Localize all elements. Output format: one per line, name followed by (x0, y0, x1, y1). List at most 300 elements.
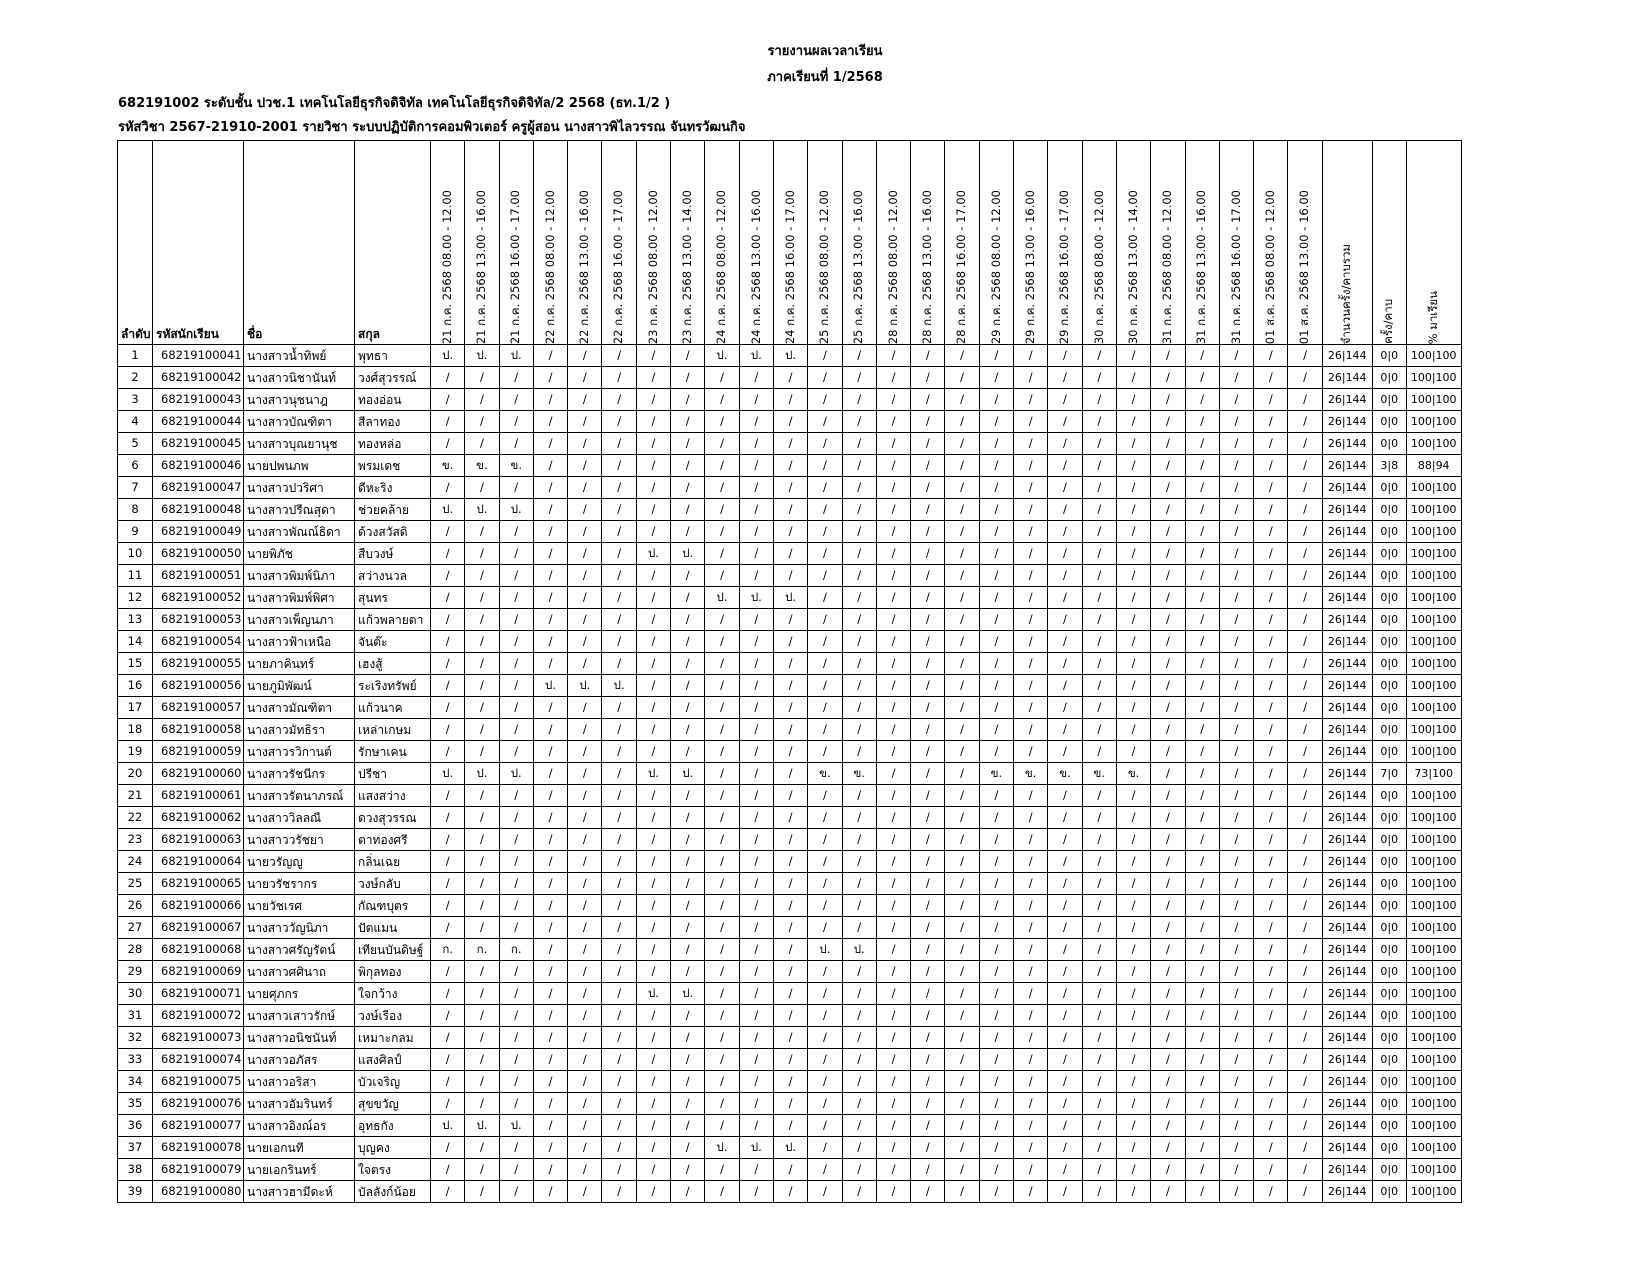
attendance-mark: / (1116, 1027, 1150, 1049)
attendance-mark: / (945, 851, 979, 873)
attendance-mark: / (1116, 873, 1150, 895)
attendance-mark: / (705, 411, 739, 433)
total-sessions: 26|144 (1322, 1137, 1372, 1159)
student-last-name: บัลลังก์น้อย (355, 1181, 431, 1203)
header-session-23 (1185, 141, 1219, 345)
attendance-mark: / (1116, 521, 1150, 543)
attendance-mark: / (739, 367, 773, 389)
student-id: 68219100050 (153, 543, 244, 565)
attendance-mark: ป. (705, 587, 739, 609)
attendance-mark: / (1219, 829, 1253, 851)
attendance-mark: / (636, 433, 670, 455)
header-session-22 (1151, 141, 1185, 345)
student-last-name: กัณฑบุตร (355, 895, 431, 917)
attendance-mark: / (1185, 1115, 1219, 1137)
report-term: ภาคเรียนที่ 1/2568 (767, 70, 883, 85)
attendance-mark: / (739, 741, 773, 763)
attendance-mark: / (1082, 983, 1116, 1005)
attendance-mark: / (876, 1115, 910, 1137)
attendance-mark: / (773, 609, 807, 631)
header-session-24-label: 31 ก.ค. 2568 16.00 - 17.00 (1228, 189, 1243, 344)
attendance-mark: / (1151, 1093, 1185, 1115)
attendance-mark: / (1219, 1137, 1253, 1159)
header-session-14-label: 28 ก.ค. 2568 08.00 - 12.00 (885, 189, 900, 344)
attendance-mark: / (671, 851, 705, 873)
attendance-mark: ข. (808, 763, 842, 785)
attendance-mark: / (533, 1071, 567, 1093)
attendance-mark: / (499, 389, 533, 411)
attendance-mark: / (1185, 829, 1219, 851)
header-session-26 (1288, 141, 1322, 345)
attendance-mark: / (602, 829, 636, 851)
attendance-mark: / (1288, 1005, 1322, 1027)
attendance-mark: / (636, 1115, 670, 1137)
attendance-mark: / (1185, 697, 1219, 719)
attendance-mark: / (979, 1093, 1013, 1115)
attendance-mark: / (568, 1159, 602, 1181)
attendance-mark: / (808, 521, 842, 543)
total-sessions: 26|144 (1322, 829, 1372, 851)
student-id: 68219100044 (153, 411, 244, 433)
attendance-mark: / (842, 345, 876, 367)
attendance-mark: / (671, 1137, 705, 1159)
student-first-name: นางสาวฮามีดะห์ (244, 1181, 355, 1203)
attendance-mark: / (1254, 741, 1288, 763)
attendance-mark: / (465, 1049, 499, 1071)
attendance-mark: / (1014, 587, 1048, 609)
attendance-mark: / (911, 345, 945, 367)
attendance-mark: / (499, 961, 533, 983)
absent-count: 0|0 (1372, 1159, 1406, 1181)
attendance-mark: / (979, 741, 1013, 763)
row-number: 23 (118, 829, 153, 851)
attendance-mark: / (671, 807, 705, 829)
attendance-mark: / (705, 1005, 739, 1027)
attendance-mark: / (1219, 411, 1253, 433)
attendance-mark: / (568, 367, 602, 389)
attendance-mark: / (602, 565, 636, 587)
attendance-mark: / (568, 763, 602, 785)
attendance-mark: / (1048, 1071, 1082, 1093)
attendance-mark: / (1014, 367, 1048, 389)
attendance-mark: / (1185, 895, 1219, 917)
attendance-mark: / (1185, 455, 1219, 477)
attendance-mark: / (1014, 961, 1048, 983)
header-session-24 (1219, 141, 1253, 345)
attendance-mark: / (705, 499, 739, 521)
header-session-22-label: 31 ก.ค. 2568 08.00 - 12.00 (1160, 189, 1175, 344)
total-sessions: 26|144 (1322, 675, 1372, 697)
attendance-mark: / (876, 675, 910, 697)
student-last-name: วงศ์สุวรรณ์ (355, 367, 431, 389)
attendance-mark: / (1116, 741, 1150, 763)
student-id: 68219100067 (153, 917, 244, 939)
attendance-mark: / (1288, 455, 1322, 477)
attendance-mark: / (1116, 1093, 1150, 1115)
attendance-mark: / (739, 543, 773, 565)
attendance-mark: / (602, 367, 636, 389)
attendance-mark: / (1185, 763, 1219, 785)
attendance-mark: / (945, 653, 979, 675)
attendance-mark: ป. (499, 763, 533, 785)
attendance-mark: / (1116, 433, 1150, 455)
attendance-mark: / (1288, 1159, 1322, 1181)
attendance-mark: / (1048, 543, 1082, 565)
attendance-mark: ป. (671, 983, 705, 1005)
attendance-mark: / (773, 917, 807, 939)
attendance-mark: / (1288, 851, 1322, 873)
attendance-mark: / (808, 1093, 842, 1115)
attendance-mark: / (602, 1005, 636, 1027)
absent-count: 0|0 (1372, 653, 1406, 675)
attendance-mark: / (842, 1005, 876, 1027)
attendance-mark: / (979, 1027, 1013, 1049)
attendance-mark: / (1082, 1093, 1116, 1115)
attendance-mark: / (499, 1005, 533, 1027)
attendance-mark: / (1254, 785, 1288, 807)
attendance-mark: / (602, 763, 636, 785)
attendance-mark: / (911, 587, 945, 609)
attendance-mark: ป. (636, 983, 670, 1005)
student-first-name: นายศุภกร (244, 983, 355, 1005)
attendance-mark: / (842, 433, 876, 455)
attendance-mark: / (1116, 807, 1150, 829)
attendance-mark: / (876, 433, 910, 455)
attendance-mark: / (499, 565, 533, 587)
attendance-mark: / (1151, 631, 1185, 653)
attendance-mark: / (671, 1181, 705, 1203)
attendance-mark: / (1219, 719, 1253, 741)
table-row (118, 477, 1462, 499)
attendance-mark: / (773, 411, 807, 433)
attendance-mark: / (773, 389, 807, 411)
attendance-mark: / (1219, 455, 1253, 477)
attendance-mark: / (911, 763, 945, 785)
attendance-mark: / (1288, 961, 1322, 983)
attendance-mark: / (636, 521, 670, 543)
attendance-mark: / (773, 675, 807, 697)
attendance-mark: / (1254, 807, 1288, 829)
attendance-mark: / (911, 1181, 945, 1203)
attendance-mark: / (705, 1115, 739, 1137)
total-sessions: 26|144 (1322, 543, 1372, 565)
table-row (118, 565, 1462, 587)
attendance-percent: 100|100 (1406, 587, 1461, 609)
row-number: 11 (118, 565, 153, 587)
row-number: 30 (118, 983, 153, 1005)
attendance-mark: / (568, 939, 602, 961)
attendance-mark: / (1014, 1005, 1048, 1027)
attendance-percent: 100|100 (1406, 851, 1461, 873)
student-id: 68219100073 (153, 1027, 244, 1049)
header-session-3 (499, 141, 533, 345)
attendance-mark: / (1219, 961, 1253, 983)
total-sessions: 26|144 (1322, 587, 1372, 609)
student-first-name: นางสาวนุชนาฎ (244, 389, 355, 411)
attendance-mark: / (568, 477, 602, 499)
total-sessions: 26|144 (1322, 433, 1372, 455)
attendance-mark: / (1082, 345, 1116, 367)
attendance-percent: 100|100 (1406, 983, 1461, 1005)
attendance-mark: / (671, 917, 705, 939)
header-session-2-label: 21 ก.ค. 2568 13.00 - 16.00 (474, 189, 489, 344)
attendance-mark: / (842, 697, 876, 719)
header-session-3-label: 21 ก.ค. 2568 16.00 - 17.00 (508, 189, 523, 344)
attendance-mark: / (773, 521, 807, 543)
student-id: 68219100058 (153, 719, 244, 741)
attendance-mark: / (533, 829, 567, 851)
attendance-mark: / (842, 1137, 876, 1159)
attendance-mark: / (1014, 1181, 1048, 1203)
attendance-percent: 100|100 (1406, 807, 1461, 829)
attendance-mark: / (465, 367, 499, 389)
absent-count: 0|0 (1372, 785, 1406, 807)
attendance-mark: / (636, 587, 670, 609)
attendance-mark: / (1014, 851, 1048, 873)
attendance-mark: / (1219, 367, 1253, 389)
attendance-mark: / (1288, 763, 1322, 785)
attendance-mark: / (671, 653, 705, 675)
attendance-mark: / (705, 1071, 739, 1093)
attendance-mark: / (1048, 961, 1082, 983)
student-id: 68219100060 (153, 763, 244, 785)
student-id: 68219100045 (153, 433, 244, 455)
attendance-mark: / (636, 1137, 670, 1159)
attendance-mark: / (1048, 675, 1082, 697)
student-id: 68219100074 (153, 1049, 244, 1071)
attendance-mark: / (1254, 631, 1288, 653)
attendance-mark: / (739, 895, 773, 917)
attendance-mark: / (1219, 917, 1253, 939)
attendance-mark: ป. (431, 345, 465, 367)
table-row (118, 785, 1462, 807)
attendance-mark: / (1288, 1071, 1322, 1093)
attendance-mark: / (602, 389, 636, 411)
table-row (118, 521, 1462, 543)
total-sessions: 26|144 (1322, 455, 1372, 477)
attendance-mark: / (773, 477, 807, 499)
attendance-mark: / (705, 807, 739, 829)
attendance-mark: / (671, 1005, 705, 1027)
attendance-mark: / (602, 851, 636, 873)
attendance-mark: / (876, 1181, 910, 1203)
total-sessions: 26|144 (1322, 389, 1372, 411)
attendance-mark: / (1116, 653, 1150, 675)
attendance-mark: / (739, 1071, 773, 1093)
attendance-mark: / (533, 565, 567, 587)
attendance-mark: / (705, 1027, 739, 1049)
attendance-mark: / (911, 939, 945, 961)
attendance-mark: / (876, 477, 910, 499)
attendance-mark: / (1185, 345, 1219, 367)
absent-count: 0|0 (1372, 697, 1406, 719)
attendance-mark: / (842, 1071, 876, 1093)
attendance-mark: ป. (499, 1115, 533, 1137)
attendance-mark: / (602, 983, 636, 1005)
attendance-mark: / (465, 851, 499, 873)
attendance-mark: / (533, 543, 567, 565)
attendance-mark: / (842, 807, 876, 829)
attendance-mark: / (1185, 851, 1219, 873)
absent-count: 0|0 (1372, 917, 1406, 939)
student-id: 68219100055 (153, 653, 244, 675)
attendance-mark: / (1048, 499, 1082, 521)
row-number: 31 (118, 1005, 153, 1027)
attendance-mark: / (1048, 1137, 1082, 1159)
table-row (118, 961, 1462, 983)
attendance-mark: / (431, 719, 465, 741)
attendance-mark: / (808, 565, 842, 587)
attendance-mark: / (773, 895, 807, 917)
attendance-mark: / (1048, 873, 1082, 895)
attendance-percent: 100|100 (1406, 785, 1461, 807)
attendance-mark: / (1288, 895, 1322, 917)
attendance-mark: / (602, 521, 636, 543)
absent-count: 0|0 (1372, 1005, 1406, 1027)
attendance-mark: / (1151, 367, 1185, 389)
attendance-mark: ป. (739, 345, 773, 367)
attendance-mark: / (705, 367, 739, 389)
attendance-mark: / (1288, 565, 1322, 587)
row-number: 9 (118, 521, 153, 543)
attendance-mark: / (1219, 587, 1253, 609)
attendance-mark: / (739, 917, 773, 939)
attendance-mark: / (602, 499, 636, 521)
attendance-mark: / (1048, 895, 1082, 917)
attendance-mark: / (979, 697, 1013, 719)
student-first-name: นางสาวพัณณ์ธิดา (244, 521, 355, 543)
attendance-mark: / (1288, 609, 1322, 631)
attendance-mark: / (808, 367, 842, 389)
attendance-percent: 100|100 (1406, 1071, 1461, 1093)
header-first-name: ชื่อ (244, 141, 355, 345)
attendance-mark: / (568, 829, 602, 851)
attendance-mark: / (1151, 851, 1185, 873)
attendance-mark: / (1116, 785, 1150, 807)
attendance-mark: / (979, 1137, 1013, 1159)
attendance-mark: / (842, 719, 876, 741)
total-sessions: 26|144 (1322, 499, 1372, 521)
attendance-mark: / (876, 499, 910, 521)
attendance-mark: / (1254, 895, 1288, 917)
attendance-mark: / (568, 1005, 602, 1027)
header-absent-label: ครั้ง/คาบ (1381, 299, 1396, 344)
attendance-mark: / (739, 433, 773, 455)
attendance-mark: / (1048, 939, 1082, 961)
attendance-mark: / (1082, 1137, 1116, 1159)
attendance-mark: / (911, 785, 945, 807)
attendance-mark: / (1082, 895, 1116, 917)
attendance-mark: / (773, 543, 807, 565)
absent-count: 0|0 (1372, 1049, 1406, 1071)
attendance-mark: / (773, 455, 807, 477)
attendance-mark: / (911, 653, 945, 675)
attendance-mark: / (499, 741, 533, 763)
attendance-mark: / (1151, 455, 1185, 477)
attendance-mark: / (465, 741, 499, 763)
attendance-mark: / (431, 367, 465, 389)
attendance-mark: / (1151, 917, 1185, 939)
row-number: 24 (118, 851, 153, 873)
attendance-mark: / (533, 433, 567, 455)
absent-count: 0|0 (1372, 895, 1406, 917)
student-last-name: ใจตรง (355, 1159, 431, 1181)
attendance-mark: / (1219, 543, 1253, 565)
attendance-mark: / (499, 807, 533, 829)
student-id: 68219100053 (153, 609, 244, 631)
attendance-mark: / (431, 895, 465, 917)
row-number: 14 (118, 631, 153, 653)
attendance-mark: / (671, 961, 705, 983)
student-last-name: พุทธา (355, 345, 431, 367)
attendance-mark: ป. (499, 499, 533, 521)
attendance-mark: / (602, 1115, 636, 1137)
attendance-mark: / (876, 697, 910, 719)
attendance-mark: / (1151, 477, 1185, 499)
attendance-mark: / (1288, 873, 1322, 895)
attendance-mark: / (602, 1049, 636, 1071)
attendance-mark: / (533, 939, 567, 961)
total-sessions: 26|144 (1322, 1071, 1372, 1093)
attendance-mark: / (671, 895, 705, 917)
row-number: 8 (118, 499, 153, 521)
attendance-mark: ป. (842, 939, 876, 961)
header-session-4 (533, 141, 567, 345)
attendance-mark: / (705, 1049, 739, 1071)
attendance-mark: / (1288, 631, 1322, 653)
header-session-12-label: 25 ก.ค. 2568 08.00 - 12.00 (817, 189, 832, 344)
attendance-mark: / (876, 1005, 910, 1027)
attendance-mark: / (431, 1005, 465, 1027)
absent-count: 0|0 (1372, 719, 1406, 741)
attendance-mark: / (739, 1005, 773, 1027)
attendance-mark: / (568, 895, 602, 917)
attendance-mark: ป. (465, 499, 499, 521)
attendance-mark: / (808, 1115, 842, 1137)
attendance-mark: / (1288, 785, 1322, 807)
attendance-mark: / (1288, 1093, 1322, 1115)
attendance-mark: / (1048, 741, 1082, 763)
attendance-mark: / (911, 917, 945, 939)
table-row (118, 1005, 1462, 1027)
attendance-mark: / (1082, 1159, 1116, 1181)
attendance-mark: / (602, 455, 636, 477)
student-id: 68219100062 (153, 807, 244, 829)
attendance-mark: / (739, 631, 773, 653)
attendance-mark: / (739, 719, 773, 741)
attendance-mark: / (911, 807, 945, 829)
attendance-mark: / (1116, 631, 1150, 653)
student-last-name: ปัตแมน (355, 917, 431, 939)
attendance-mark: / (911, 1049, 945, 1071)
attendance-mark: ป. (671, 543, 705, 565)
attendance-mark: ข. (431, 455, 465, 477)
attendance-mark: / (1254, 917, 1288, 939)
attendance-percent: 100|100 (1406, 961, 1461, 983)
attendance-mark: / (1151, 697, 1185, 719)
attendance-mark: / (1185, 1005, 1219, 1027)
attendance-mark: / (705, 631, 739, 653)
attendance-mark: / (1116, 961, 1150, 983)
student-last-name: ทองหล่อ (355, 433, 431, 455)
attendance-mark: ป. (431, 1115, 465, 1137)
attendance-mark: / (465, 433, 499, 455)
student-last-name: แสงศิลป์ (355, 1049, 431, 1071)
attendance-mark: / (705, 829, 739, 851)
attendance-mark: / (1254, 939, 1288, 961)
attendance-mark: / (671, 1049, 705, 1071)
attendance-mark: ข. (499, 455, 533, 477)
